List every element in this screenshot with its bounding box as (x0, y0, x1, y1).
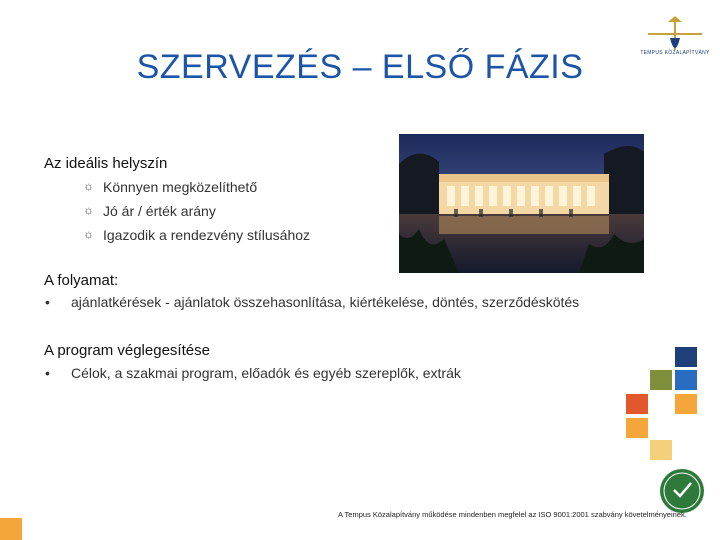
list-item-text: Célok, a szakmai program, előadók és egyéb szereplők, extrák (71, 365, 461, 381)
list-item-text: Könnyen megközelíthető (103, 179, 258, 195)
heading-program: A program véglegesítése (44, 342, 210, 359)
decor-square (675, 347, 697, 367)
bullet-icon: • (45, 294, 50, 310)
iso-certification-icon (659, 468, 705, 514)
page-title: SZERVEZÉS – ELSŐ FÁZIS (136, 48, 584, 86)
decor-square (675, 370, 697, 390)
list-item (83, 179, 257, 195)
sun-bullet-icon: ☼ (83, 179, 94, 193)
list-item (83, 203, 216, 219)
bullet-icon: • (45, 365, 50, 381)
decor-square (650, 370, 672, 390)
iso-footer-note: A Tempus Közalapítvány működése mindenben megfelel az ISO 9001:2001 szabvány követelményeinek. (338, 510, 687, 519)
list-item-text: Igazodik a rendezvény stílusához (103, 227, 311, 243)
heading-process: A folyamat: (44, 272, 119, 289)
list-item-text: Jó ár / érték arány (103, 203, 216, 219)
decor-square (626, 394, 648, 414)
sun-bullet-icon: ☼ (83, 227, 94, 241)
logo-caption: TEMPUS KÖZALAPÍTVÁNY (640, 50, 710, 56)
venue-photo (399, 134, 644, 273)
list-item (83, 227, 310, 243)
corner-accent (0, 518, 22, 540)
decor-square (626, 418, 648, 438)
sun-bullet-icon: ☼ (83, 203, 94, 217)
heading-ideal-venue: Az ideális helyszín (44, 155, 168, 172)
decor-square (675, 394, 697, 414)
decor-square (650, 440, 672, 460)
list-item-text: ajánlatkérések - ajánlatok összehasonlítása, kiértékelése, döntés, szerződéskötés (71, 294, 580, 310)
